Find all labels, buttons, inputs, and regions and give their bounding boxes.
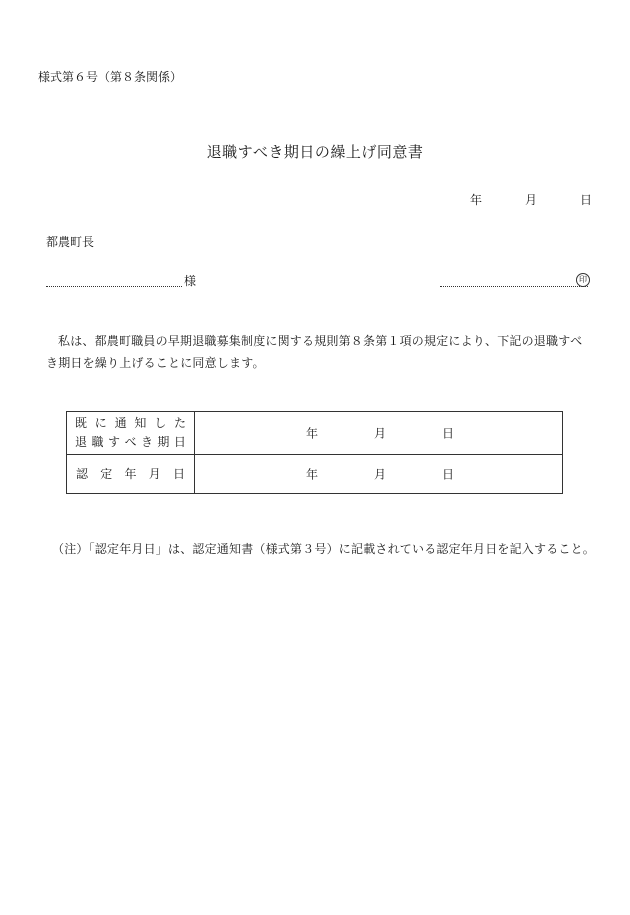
label-line — [67, 465, 194, 484]
label-char: 認 — [76, 466, 89, 481]
document-title: 退職すべき期日の繰上げ同意書 — [206, 143, 424, 161]
label-char: た — [173, 416, 186, 430]
label-line-1 — [67, 414, 194, 433]
label-line-2 — [67, 433, 194, 452]
label-char: 退 — [75, 435, 88, 449]
table-row — [67, 412, 563, 455]
label-char: き — [140, 435, 153, 449]
dates-table — [66, 411, 563, 494]
label-char: 月 — [148, 466, 161, 481]
label-char: 年 — [124, 466, 137, 481]
date-day-label: 日 — [580, 193, 593, 207]
label-char: 職 — [91, 435, 104, 449]
notified-retirement-date-label — [67, 412, 195, 455]
recipient-name-line[interactable] — [46, 286, 182, 287]
approval-date-label — [67, 455, 195, 494]
label-char: 既 — [75, 416, 88, 430]
day-label: 日 — [442, 426, 455, 441]
label-char: 知 — [134, 416, 147, 430]
label-char: 期 — [157, 435, 170, 449]
approval-date-value[interactable] — [195, 455, 563, 494]
day-label: 日 — [442, 467, 455, 482]
consent-statement: 私は、都農町職員の早期退職募集制度に関する規則第８条第１項の規定により、下記の退職すべき期日を繰り上げることに同意します。 — [46, 334, 583, 370]
label-char: に — [94, 416, 107, 430]
date-year-label: 年 — [470, 193, 483, 207]
year-label: 年 — [306, 467, 319, 482]
seal-mark: 印 — [576, 273, 590, 287]
label-char: 通 — [114, 416, 127, 430]
form-number: 様式第６号（第８条関係） — [38, 70, 183, 84]
label-char: 日 — [173, 435, 186, 449]
label-char: す — [107, 435, 120, 449]
label-char: べ — [124, 435, 137, 449]
label-char: 日 — [172, 466, 185, 481]
table-row — [67, 455, 563, 494]
date-month-label: 月 — [525, 193, 538, 207]
label-char: し — [154, 416, 167, 430]
signature-line[interactable] — [440, 286, 588, 287]
month-label: 月 — [374, 467, 387, 482]
month-label: 月 — [374, 426, 387, 441]
footnote: （注）「認定年月日」は、認定通知書（様式第３号）に記載されている認定年月日を記入すること。 — [52, 542, 596, 556]
honorific: 様 — [184, 274, 197, 288]
notified-retirement-date-value[interactable] — [195, 412, 563, 455]
addressee: 都農町長 — [46, 235, 95, 249]
year-label: 年 — [306, 426, 319, 441]
label-char: 定 — [100, 466, 113, 481]
